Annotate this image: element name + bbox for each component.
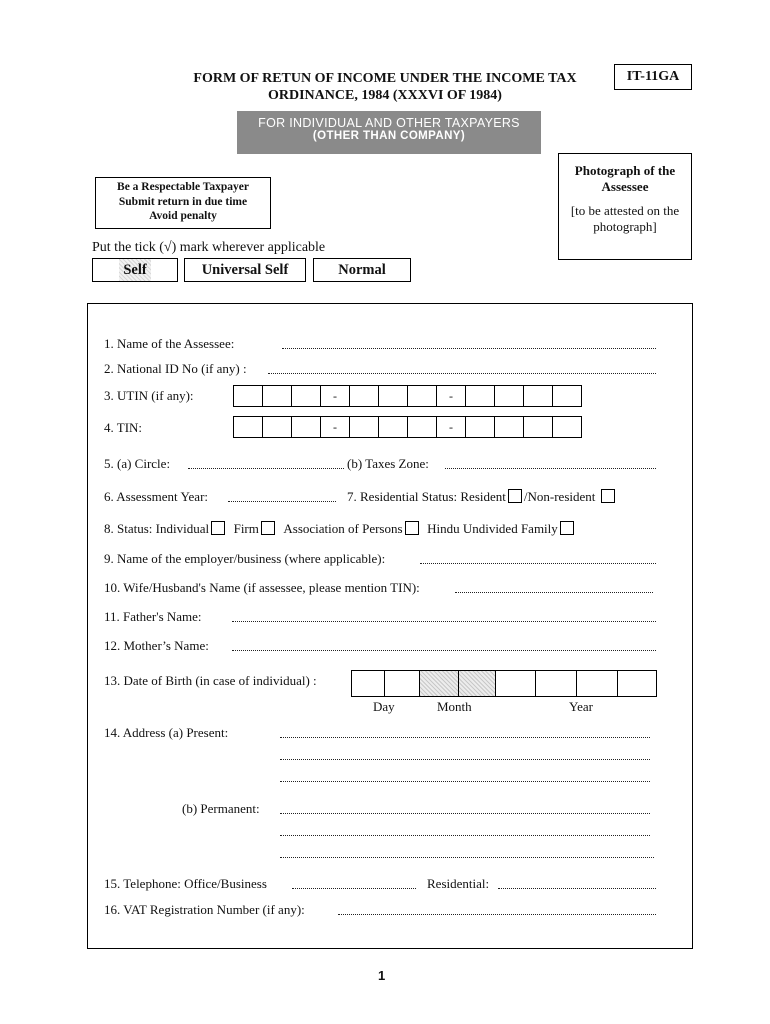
return-type-normal[interactable]: Normal	[313, 258, 411, 282]
assessment-year-field[interactable]	[228, 501, 336, 502]
taxpayer-category-banner	[237, 111, 541, 154]
national-id-field[interactable]	[268, 373, 656, 374]
non-resident-checkbox[interactable]	[601, 489, 615, 503]
national-id-label: 2. National ID No (if any) :	[104, 361, 247, 376]
address-permanent-line2[interactable]	[280, 835, 650, 836]
telephone-residential-field[interactable]	[498, 888, 656, 889]
firm-checkbox[interactable]	[261, 521, 275, 535]
address-permanent-line1[interactable]	[280, 813, 650, 814]
huf-checkbox[interactable]	[560, 521, 574, 535]
individual-label: 8. Status: Individual	[104, 521, 210, 536]
status-row	[104, 521, 576, 537]
aop-label: Association of Persons	[283, 521, 403, 536]
assessment-year-label: 6. Assessment Year:	[104, 489, 209, 504]
resident-checkbox[interactable]	[508, 489, 522, 503]
dob-day-label: Day	[373, 699, 395, 714]
father-label: 11. Father's Name:	[104, 609, 202, 624]
page-number: 1	[378, 968, 386, 983]
address-present-label: 14. Address (a) Present:	[104, 725, 229, 740]
father-field[interactable]	[232, 621, 656, 622]
dob-year-label: Year	[569, 699, 593, 714]
banner-line2: (OTHER THAN COMPANY)	[312, 130, 466, 142]
non-resident-label: /Non-resident	[523, 489, 596, 504]
employer-label: 9. Name of the employer/business (where applicable):	[104, 551, 386, 566]
vat-field[interactable]	[338, 914, 656, 915]
individual-checkbox[interactable]	[211, 521, 225, 535]
circle-field[interactable]	[188, 468, 344, 469]
dob-cells[interactable]	[351, 670, 657, 697]
name-field[interactable]	[282, 348, 656, 349]
vat-label: 16. VAT Registration Number (if any):	[104, 902, 305, 917]
tin-label: 4. TIN:	[104, 420, 143, 435]
tick-instruction: Put the tick (√) mark wherever applicable	[92, 240, 326, 255]
address-present-line1[interactable]	[280, 737, 650, 738]
photo-note: [to be attested on the photograph]	[570, 203, 680, 234]
banner-line1: FOR INDIVIDUAL AND OTHER TAXPAYERS	[258, 116, 520, 130]
resident-label: 7. Residential Status: Resident	[347, 489, 506, 504]
form-title	[150, 70, 620, 104]
return-type-universal-self[interactable]: Universal Self	[184, 258, 306, 282]
taxes-zone-field[interactable]	[445, 468, 656, 469]
slogan-line1: Be a Respectable Taxpayer	[117, 181, 249, 193]
return-type-self[interactable]	[92, 258, 178, 282]
address-permanent-line3[interactable]	[280, 857, 654, 858]
residential-status-row	[347, 489, 617, 505]
photo-title: Photograph of the Assessee	[574, 163, 676, 194]
slogan-box	[95, 177, 271, 229]
form-code: IT-11GA	[614, 64, 692, 90]
tin-cells[interactable]	[233, 416, 582, 438]
spouse-label: 10. Wife/Husband's Name (if assessee, please mention TIN):	[104, 580, 420, 595]
photograph-box[interactable]	[558, 153, 692, 260]
form-title-line1: FORM OF RETUN OF INCOME UNDER THE INCOME TAX	[193, 71, 577, 86]
aop-checkbox[interactable]	[405, 521, 419, 535]
name-label: 1. Name of the Assessee:	[104, 336, 235, 351]
utin-label: 3. UTIN (if any):	[104, 388, 194, 403]
utin-dash-1: -	[321, 385, 350, 407]
firm-label: Firm	[233, 521, 259, 536]
huf-label: Hindu Undivided Family	[427, 521, 558, 536]
utin-dash-2: -	[437, 385, 466, 407]
employer-field[interactable]	[420, 563, 656, 564]
form-title-line2: ORDINANCE, 1984 (XXXVI OF 1984)	[268, 88, 502, 103]
mother-field[interactable]	[232, 650, 656, 651]
circle-label: 5. (a) Circle:	[104, 456, 171, 471]
address-permanent-label: (b) Permanent:	[182, 801, 260, 816]
telephone-label: 15. Telephone: Office/Business	[104, 876, 267, 891]
slogan-line3: Avoid penalty	[149, 210, 217, 222]
address-present-line3[interactable]	[280, 781, 650, 782]
taxes-zone-label: (b) Taxes Zone:	[347, 456, 429, 471]
dob-label: 13. Date of Birth (in case of individual) :	[104, 673, 317, 688]
utin-cells[interactable]	[233, 385, 582, 407]
mother-label: 12. Mother’s Name:	[104, 638, 209, 653]
telephone-office-field[interactable]	[292, 888, 416, 889]
address-present-line2[interactable]	[280, 759, 650, 760]
slogan-line2: Submit return in due time	[118, 195, 248, 208]
dob-month-label: Month	[437, 699, 472, 714]
tin-dash-2: -	[437, 416, 466, 438]
spouse-field[interactable]	[455, 592, 653, 593]
self-label: Self	[119, 259, 150, 281]
tin-dash-1: -	[321, 416, 350, 438]
residential-phone-label: Residential:	[427, 876, 490, 891]
